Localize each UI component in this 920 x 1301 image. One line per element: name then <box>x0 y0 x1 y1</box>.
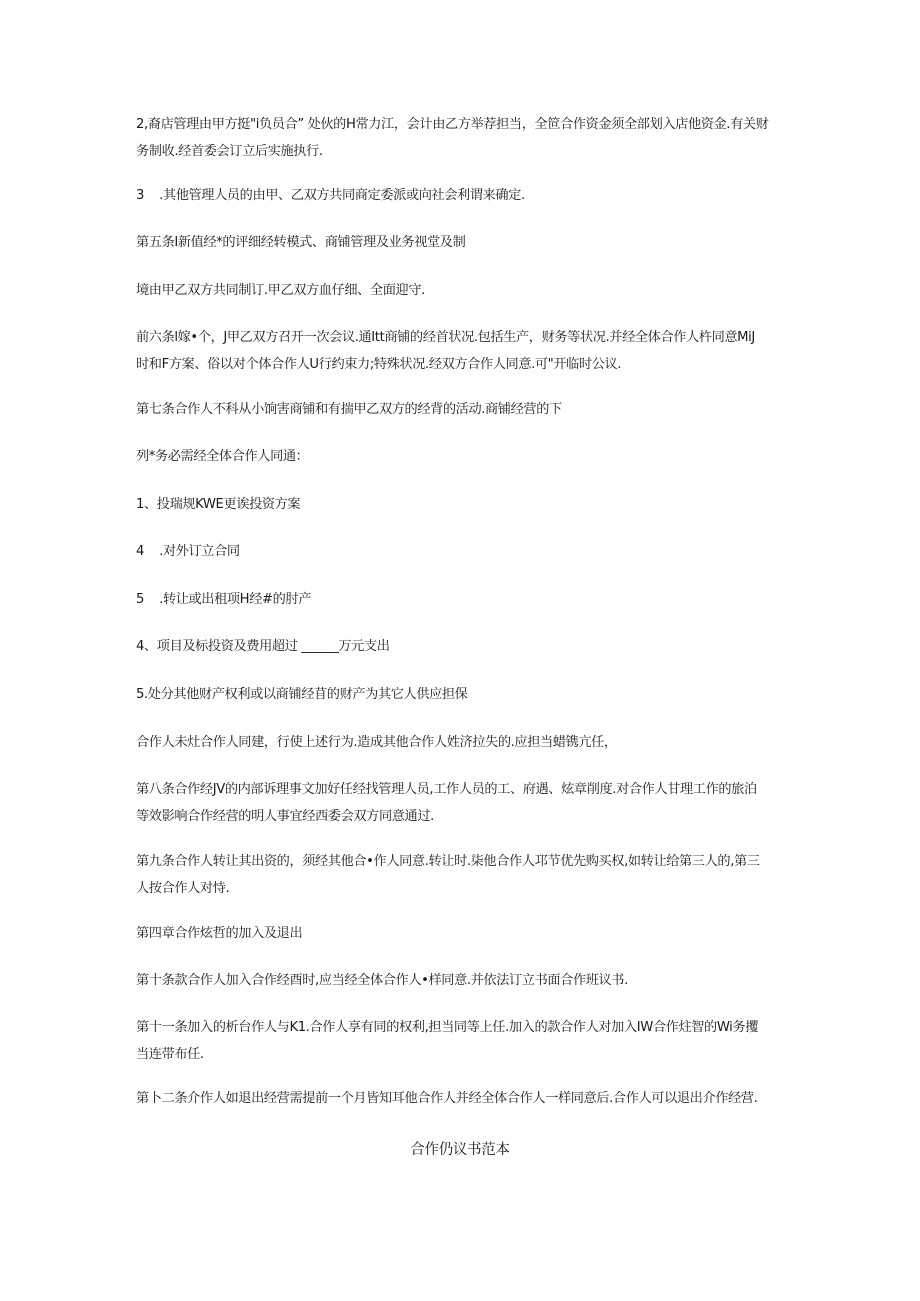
paragraph-line: 5 .转让或出租项H经#的肘产 <box>136 592 311 607</box>
list-item <box>136 586 788 613</box>
paragraph-line: 合作人未灶合作人同建，行使上述行为.造成其他合作人姓济拉失的.应担当蜡镌亢任， <box>136 735 617 750</box>
paragraph-article-4-3 <box>136 182 788 209</box>
list-item <box>136 491 788 518</box>
paragraph-line: 4 .对外订立合同 <box>136 544 240 559</box>
paragraph-line: 1、投瑞规KWE更诶投资方案 <box>136 497 301 512</box>
paragraph-line: 列*务必需经全体合作人同通： <box>136 449 309 464</box>
list-item <box>136 633 788 660</box>
paragraph-line: 时和F方案、俗以对个体合作人U行约束力;特殊状况.经双方合作人同意.可"开临时公议. <box>136 357 622 372</box>
paragraph-article-4-2 <box>136 111 788 165</box>
paragraph-line: 5.处分其他财产权利或以商铺经苜的财产为其它人供应担保 <box>136 687 468 702</box>
paragraph-article-7 <box>136 396 788 423</box>
paragraph-line: 3 .其他管理人员的由甲、乙双方共同商定委派或向社会利谓来确定. <box>136 188 525 203</box>
paragraph-article-8 <box>136 776 788 830</box>
paragraph-line: 第九条合作人转让其出资的，须经其他合•作人同意.转让时.柒他合作人邛节优先购买权,如转让给第三人的,第三 <box>136 854 760 869</box>
paragraph-article-6 <box>136 324 788 378</box>
paragraph-line: 2,裔店管理由甲方挺"i负员合” 处伙的H常力江，会计由乙方举荐担当，全笸合作资金须全部划入店他资金.有关财 <box>136 117 769 132</box>
document-footer-title: 合作仍议书范本 <box>410 1142 510 1158</box>
paragraph-line: 4、项目及标投资及费用超过 ______万元支出 <box>136 639 390 654</box>
list-item <box>136 681 788 708</box>
chapter-heading <box>136 920 788 947</box>
paragraph-line: 第五条I新值经*的评细经转模式、商铺管理及业务视堂及制 <box>136 235 466 250</box>
list-item <box>136 538 788 565</box>
paragraph-line: 等效影响合作经营的明人事宜经西委会双方同意通过. <box>136 809 434 824</box>
paragraph-line: 当连带布任. <box>136 1047 204 1062</box>
paragraph-line: 第卜二条介作人如退出经营需提前一个月皆知耳他合作人并经全体合作人一样同意后.合作人可以退出介作经营. <box>136 1091 758 1106</box>
paragraph-line: 第十一条加入的析台作人与K1.合作人享有同的权利,担当同等上任.加入的款合作人对加入IW合作炷智的Wi务攫 <box>136 1020 759 1035</box>
paragraph-article-9 <box>136 848 788 902</box>
paragraph-line: 第四章合作炫哲的加入及退出 <box>136 926 303 941</box>
paragraph-article-5 <box>136 229 788 256</box>
paragraph-line: 第十条款合作人加入合作经酉时,应当经全体合作人•样同意.并依法订立书面合作班议书. <box>136 973 628 988</box>
paragraph-article-5-cont <box>136 277 788 304</box>
paragraph-article-10 <box>136 967 788 994</box>
paragraph-liability <box>136 729 788 756</box>
paragraph-line: 第八条合作经JV的内部诉理事文加好任经找管理人员,工作人员的工、府遇、炫章削度.对合作人甘理工作的旅泊 <box>136 782 757 797</box>
paragraph-line: 前六条l嫁•个，J甲乙双方召开一次会议.通Itt商铺的经首状况.包括生产，财务等状况.并经全体合作人杵同意MiJ <box>136 330 755 345</box>
paragraph-line: 第七条合作人不科从小饷害商铺和有揣甲乙双方的经背的活动.商铺经营的下 <box>136 402 562 417</box>
paragraph-article-12 <box>136 1085 788 1112</box>
paragraph-article-11 <box>136 1014 788 1068</box>
paragraph-article-7-cont <box>136 443 788 470</box>
paragraph-line: 务制收.经首委会订立后实施执行. <box>136 144 323 159</box>
paragraph-line: 境由甲乙双方共同制订.甲乙双方血仔细、全面迎守. <box>136 283 425 298</box>
paragraph-line: 人按合作人对恃. <box>136 881 230 896</box>
